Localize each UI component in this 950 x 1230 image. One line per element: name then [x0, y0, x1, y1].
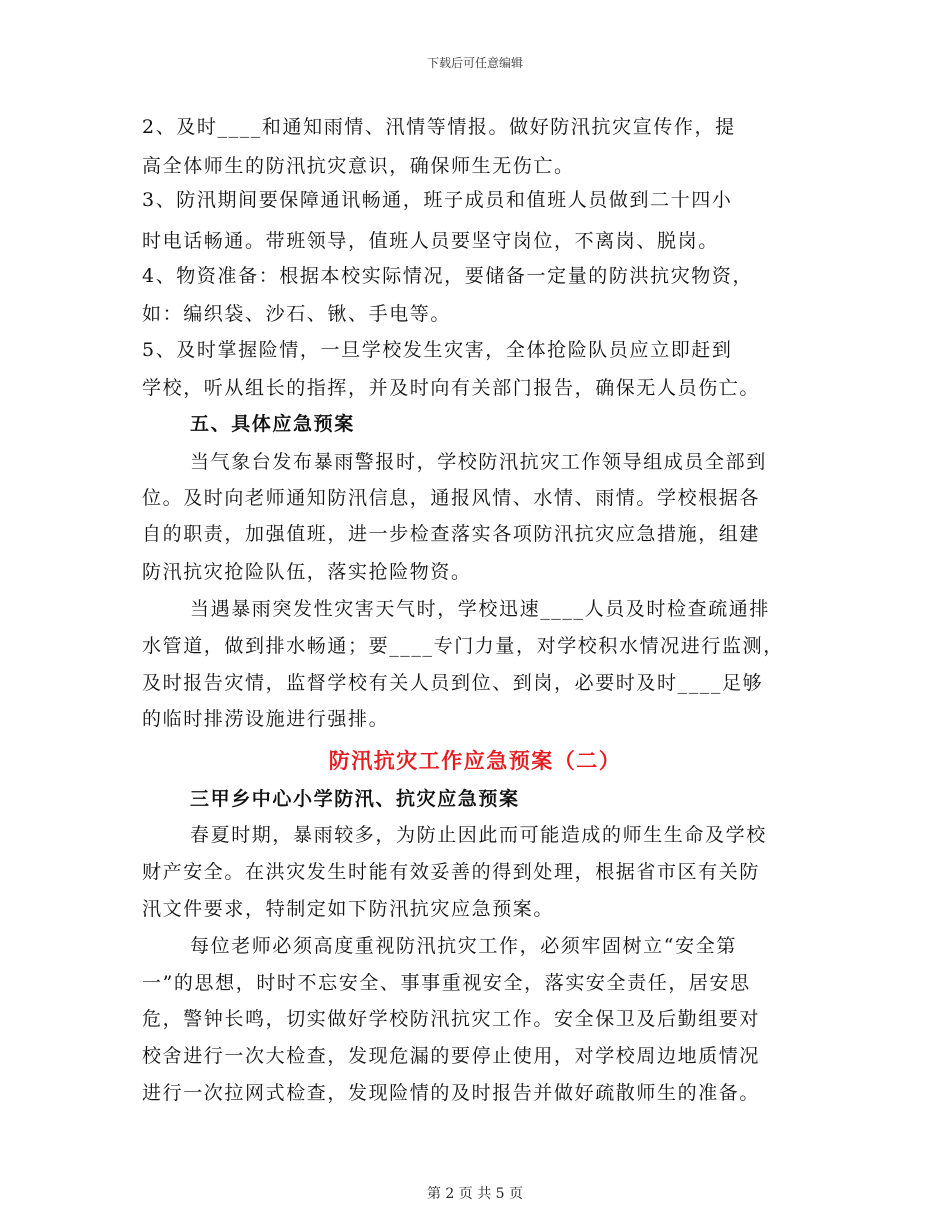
text-line: 当气象台发布暴雨警报时，学校防汛抗灾工作领导组成员全部到 [190, 451, 767, 473]
section-heading-five: 五、具体应急预案 [190, 413, 355, 435]
text-line-item5: 5、及时掌握险情，一旦学校发生灾害，全体抢险队员应立即赶到 [142, 339, 733, 361]
text-line: 的临时排涝设施进行强排。 [142, 708, 390, 730]
text-line: 时电话畅通。带班领导，值班人员要坚守岗位，不离岗、脱岗。 [142, 230, 719, 252]
sub-title: 三甲乡中心小学防汛、抗灾应急预案 [190, 788, 520, 810]
text-line: 汛文件要求，特制定如下防汛抗灾应急预案。 [142, 898, 555, 920]
page-footer: 第 2 页 共 5 页 [426, 1186, 524, 1202]
text-line: 自的职责，加强值班，进一步检查落实各项防汛抗灾应急措施，组建 [142, 523, 761, 545]
text-line: 财产安全。在洪灾发生时能有效妥善的得到处理，根据省市区有关防 [142, 861, 761, 883]
text-line-item2: 2、及时____和通知雨情、汛情等情报。做好防汛抗灾宣传作，提 [142, 116, 736, 138]
text-line-item4: 4、物资准备：根据本校实际情况，要储备一定量的防洪抗灾物资， [142, 265, 754, 287]
text-line: 一”的思想，时时不忘安全、事事重视安全，落实安全责任，居安思 [142, 972, 751, 994]
text-line: 及时报告灾情，监督学校有关人员到位、到岗，必要时及时____足够 [142, 672, 764, 694]
page-header: 下载后可任意编辑 [426, 56, 523, 70]
text-line: 如：编织袋、沙石、锹、手电等。 [142, 303, 452, 325]
text-line: 高全体师生的防汛抗灾意识，确保师生无伤亡。 [142, 155, 575, 177]
document-title: 防汛抗灾工作应急预案（二） [328, 748, 622, 773]
text-line: 每位老师必须高度重视防汛抗灾工作，必须牢固树立“安全第 [190, 935, 737, 957]
text-line: 危，警钟长鸣，切实做好学校防汛抗灾工作。安全保卫及后勤组要对 [142, 1008, 761, 1030]
text-line: 当遇暴雨突发性灾害天气时，学校迅速____人员及时检查疏通排 [190, 598, 771, 620]
text-line: 位。及时向老师通知防汛信息，通报风情、水情、雨情。学校根据各 [142, 487, 761, 509]
text-line: 水管道，做到排水畅通；要____专门力量，对学校积水情况进行监测， [142, 635, 784, 657]
text-line: 防汛抗灾抢险队伍，落实抢险物资。 [142, 561, 472, 583]
text-line: 校舍进行一次大检查，发现危漏的要停止使用，对学校周边地质情况 [142, 1045, 761, 1067]
text-line: 春夏时期，暴雨较多，为防止因此而可能造成的师生生命及学校 [190, 824, 767, 846]
text-line-item3: 3、防汛期间要保障通讯畅通，班子成员和值班人员做到二十四小 [142, 189, 733, 211]
text-line: 进行一次拉网式检查，发现险情的及时报告并做好疏散师生的准备。 [142, 1082, 761, 1104]
text-line: 学校，听从组长的指挥，并及时向有关部门报告，确保无人员伤亡。 [142, 377, 761, 399]
